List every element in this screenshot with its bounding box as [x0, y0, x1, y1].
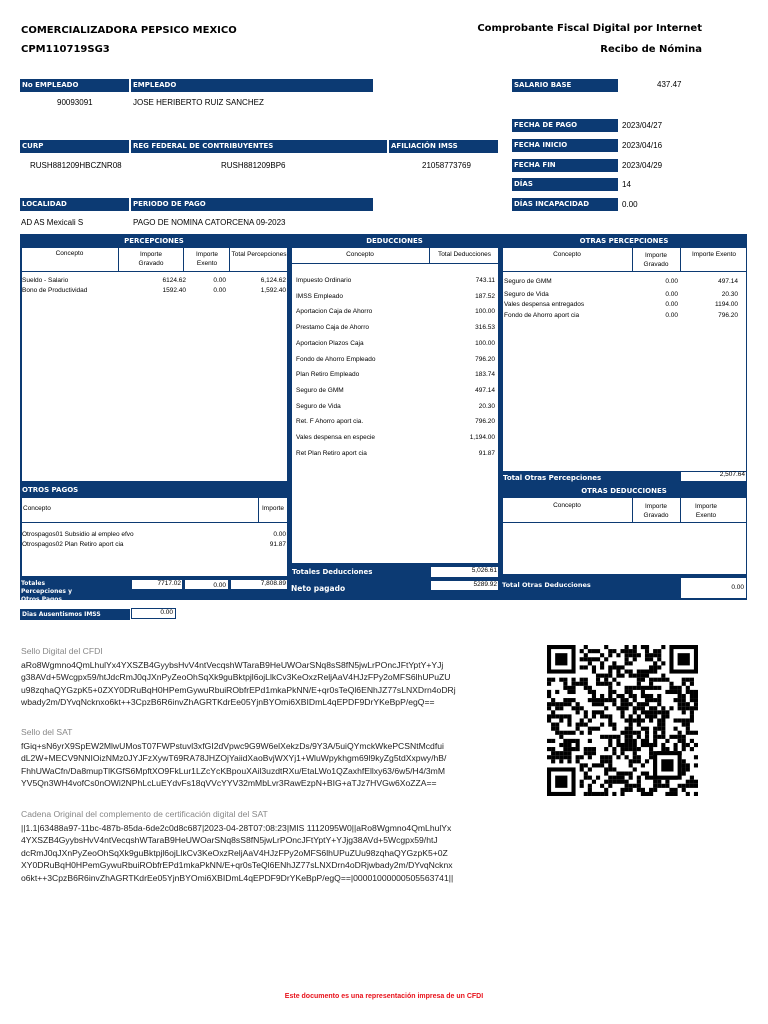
- otros-pagos-col-concepto: Concepto: [23, 505, 51, 512]
- deduccion-total: 743.11: [475, 277, 495, 284]
- table-row: Seguro de GMM: [296, 386, 344, 394]
- table-row: IMSS Empleado: [296, 292, 343, 300]
- otras-percepciones-title: OTRAS PERCEPCIONES: [501, 235, 747, 247]
- imss-header: AFILIACIÓN IMSS: [389, 140, 498, 153]
- table-row: Ret. F Ahorro aport cia.: [296, 418, 364, 426]
- document-subtitle: Recibo de Nómina: [600, 44, 702, 55]
- neto-pagado-label: Neto pagado: [291, 584, 346, 593]
- otras-percepciones-col-gravado: Importe Gravado: [643, 252, 669, 268]
- table-row: Plan Retiro Empleado: [296, 371, 360, 379]
- cadena-title: Cadena Original del complemento de certificación digital del SAT: [21, 809, 268, 819]
- localidad-value: AD AS Mexicali S: [21, 218, 84, 227]
- total-otras-deducciones-value: 0.00: [731, 584, 744, 591]
- percepcion-exento: 0.00: [213, 277, 226, 284]
- table-row: Bono de Productividad: [22, 287, 88, 294]
- totales-percepciones-label: Totales Percepciones y Otros Pagos: [21, 580, 72, 603]
- deduccion-total: 91.87: [478, 449, 495, 457]
- otras-percepciones-col-exento: Importe Exento: [691, 251, 737, 258]
- deducciones-col-total: Total Deducciones: [437, 251, 492, 258]
- table-row: Prestamo Caja de Ahorro: [296, 324, 369, 332]
- otras-percepciones-exento: 1194.00: [714, 301, 738, 308]
- table-row: Otrospagos01 Subsidio al empleo efvo: [22, 531, 134, 538]
- employee-name: JOSE HERIBERTO RUIZ SANCHEZ: [133, 98, 264, 107]
- otros-pagos-title: OTROS PAGOS: [20, 484, 288, 497]
- company-name: COMERCIALIZADORA PEPSICO MEXICO: [21, 25, 237, 36]
- curp-value: RUSH881209HBCZNR08: [30, 161, 122, 170]
- percepciones-col-gravado: Importe Gravado: [138, 251, 164, 267]
- table-row: Vales despensa entregados: [504, 301, 585, 308]
- company-rfc: CPM110719SG3: [21, 44, 110, 55]
- totales-deducciones-value: 5,026.61: [471, 567, 497, 574]
- sello-cfdi-text: aRo8Wgmno4QmLhulYx4YXSZB4GyybsHvV4ntVecqshWTaraB9HeUWOarSNq8sS8fN5jwLrPOncJFtYptY+YJj g38AVd+5Wcgpx59/htJdcRmJ0qJXnPyZeoOhSqXk9guBktpjl6ojLlkCv3KeOxzReljAaV4HJzFPy2oMFS6lhUPuZU u98zqhaQYGzpK5+0ZXY0DRuBqH0HPemGywuRbuiRObfrEPd1mkaPkNN/E+qr0sTeQl6ENhJZ77sLNXDrn4oDRj wbady2m/DYvqNcknxo6kt++3CpzB6R6invZhAGRTKdrEe05YjnBYOmi6XBIDmL4qEPDF9DrYKeBpP/egQ==: [21, 660, 456, 708]
- otras-percepciones-gravado: 0.00: [665, 301, 678, 308]
- fecha-pago-value: 2023/04/27: [622, 121, 663, 130]
- fecha-fin-header: FECHA FIN: [512, 159, 618, 172]
- otras-percepciones-exento: 796.20: [718, 312, 738, 319]
- percepciones-title: PERCEPCIONES: [20, 235, 288, 247]
- document-title: Comprobante Fiscal Digital por Internet: [477, 23, 702, 34]
- table-row: Fondo de Ahorro Empleado: [296, 355, 376, 363]
- deduccion-total: 20.30: [478, 402, 495, 410]
- table-row: Aportacion Plazos Caja: [296, 339, 364, 347]
- fecha-inicio-header: FECHA INICIO: [512, 139, 618, 152]
- totales-exento: 0.00: [213, 582, 226, 589]
- totales-deducciones-label: Totales Deducciones: [290, 566, 430, 578]
- rfc-value: RUSH881209BP6: [221, 161, 286, 170]
- salario-value: 437.47: [657, 80, 682, 89]
- deduccion-total: 187.52: [475, 292, 495, 300]
- percepcion-total: 1,592.40: [260, 287, 286, 294]
- localidad-header: LOCALIDAD: [20, 198, 129, 211]
- total-otras-deducciones-label: Total Otras Deducciones: [502, 581, 591, 589]
- otras-percepciones-exento: 20.30: [721, 291, 738, 298]
- periodo-value: PAGO DE NOMINA CATORCENA 09-2023: [133, 218, 286, 227]
- otras-deducciones-col-gravado: Importe Gravado: [643, 503, 669, 519]
- percepcion-total: 6,124.62: [260, 277, 286, 284]
- ausentismo-value: 0.00: [160, 609, 173, 616]
- deduccion-total: 1,194.00: [469, 434, 495, 441]
- table-row: Ret Plan Retiro aport cia: [296, 449, 367, 457]
- incapacidad-value: 0.00: [622, 200, 638, 209]
- otros-pagos-importe: 0.00: [273, 531, 286, 538]
- percepcion-gravado: 6124.62: [162, 277, 186, 284]
- otras-percepciones-col-concepto: Concepto: [553, 251, 581, 258]
- cadena-text: ||1.1|63488a97-11bc-487b-85da-6de2c0d8c687|2023-04-28T07:08:23|MIS 1112095W0||aRo8Wgmno4QmLhulYx 4YXSZB4GyybsHvV4ntVecqshWTaraB9HeUWOarSNq8sS8fN5jwLrPOncJFtYptY+YJjg38AVd+5Wcgpx59/htJ dcRmJ0qJXnPyZeoOhSqXk9guBktpjl6ojLlkCv3KeOxzReljAaV4HJzFPy2oMFS6lhUPuZUu98zqhaQYGzpK5+0Z XY0DRuBqH0HPemGywuRbuiRObfrEPd1mkaPkNN/E+qr0sTeQl6ENhJZ77sLNXDrn4oDRjwbady2m/DYvqNcknx o6kt++3CpzB6R6invZhAGRTKdrEe05YjnBYOmi6XBIDmL4qEPDF9DrYKeBpP/egQ==|00001000000505563741||: [21, 823, 454, 883]
- sello-cfdi-title: Sello Digital del CFDI: [21, 646, 103, 656]
- deduccion-total: 316.53: [475, 324, 495, 332]
- table-row: Sueldo - Salario: [22, 277, 69, 284]
- fecha-inicio-value: 2023/04/16: [622, 141, 663, 150]
- qr-code-icon: [547, 645, 698, 796]
- percepcion-exento: 0.00: [213, 287, 226, 294]
- otras-percepciones-gravado: 0.00: [665, 278, 678, 285]
- otras-percepciones-gravado: 0.00: [665, 291, 678, 298]
- rfc-header: REG FEDERAL DE CONTRIBUYENTES: [131, 140, 387, 153]
- percepciones-col-total: Total Percepciones: [231, 251, 287, 258]
- ausentismo-label: Dias Ausentismos IMSS: [20, 609, 130, 620]
- salario-header: SALARIO BASE: [512, 79, 618, 92]
- otros-pagos-col-importe: Importe: [262, 505, 285, 512]
- footer-note: Este documento es una representación impresa de un CFDI: [284, 993, 484, 1000]
- employee-number: 90093091: [57, 98, 93, 107]
- percepcion-gravado: 1592.40: [162, 287, 186, 294]
- table-row: Seguro de Vida: [296, 402, 341, 410]
- curp-header: CURP: [20, 140, 129, 153]
- otras-deducciones-title: OTRAS DEDUCCIONES: [501, 485, 747, 497]
- total-otras-percepciones-value: 2,507.64: [719, 471, 745, 478]
- percepciones-col-concepto: Concepto: [55, 250, 84, 257]
- employee-number-header: No EMPLEADO: [20, 79, 129, 92]
- fecha-pago-header: FECHA DE PAGO: [512, 119, 618, 132]
- deduccion-total: 796.20: [475, 355, 495, 363]
- deduccion-total: 183.74: [475, 371, 495, 379]
- sello-sat-text: fGiq+sN6yrX9SpEW2MlwUMosT07FWPstuvl3xfGI2dVpwc9G9W6elXekzDs/9Y3A/5uiQYmckWkePCSNtMcdfui dL2W+MECV9NNIOizNMz0JYJFzXywT69RA78JHZOjYaiidXaoBvjWXYj1+WluWpykhgm69l9kyZg5tdXxpwy/hB/ FhhUWaCfn/Da8mupTlKGfS6MpftXO9FkLur1LZcYcKBpouXAil3uzdtRXu/EtaLWo1QZaxhfEllxy63/6w5/H4/3mM YV5Qn3WH4vofCs0nOWi2NPhLcLuEYdvFs18qVVcYYV32mMbLvr3RawEzpN+BIG+aTJz7HVGw6XoZZA==: [21, 741, 447, 789]
- deduccion-total: 796.20: [475, 418, 495, 426]
- table-row: Otrospagos02 Plan Retiro aport cia: [22, 541, 124, 548]
- imss-value: 21058773769: [422, 161, 471, 170]
- table-row: Impuesto Ordinario: [296, 277, 352, 284]
- periodo-header: PERIODO DE PAGO: [131, 198, 373, 211]
- employee-name-header: EMPLEADO: [131, 79, 373, 92]
- sello-sat-title: Sello del SAT: [21, 727, 73, 737]
- table-row: Seguro de Vida: [504, 291, 549, 298]
- deducciones-title: DEDUCCIONES: [290, 235, 499, 247]
- table-row: Vales despensa en especie: [296, 434, 376, 441]
- table-row: Seguro de GMM: [504, 278, 552, 285]
- dias-header: DÍAS: [512, 178, 618, 191]
- otras-percepciones-gravado: 0.00: [665, 312, 678, 319]
- deducciones-col-concepto: Concepto: [346, 251, 374, 258]
- table-row: Aportacion Caja de Ahorro: [296, 308, 373, 316]
- percepciones-col-exento: Importe Exento: [195, 251, 219, 267]
- otros-pagos-importe: 91.87: [269, 541, 286, 548]
- otras-deducciones-col-concepto: Concepto: [553, 502, 581, 509]
- incapacidad-header: DÍAS INCAPACIDAD: [512, 198, 618, 211]
- otras-percepciones-exento: 497.14: [718, 278, 738, 285]
- table-row: Fondo de Ahorro aport cia: [504, 312, 580, 319]
- totales-gravado: 7717.02: [157, 580, 181, 587]
- deduccion-total: 497.14: [475, 386, 495, 394]
- deduccion-total: 100.00: [475, 308, 495, 316]
- otras-deducciones-col-exento: Importe Exento: [694, 503, 718, 519]
- neto-pagado-value: 5289.92: [473, 581, 497, 588]
- fecha-fin-value: 2023/04/29: [622, 161, 663, 170]
- totales-total: 7,808.89: [260, 580, 286, 587]
- dias-value: 14: [622, 180, 631, 189]
- total-otras-percepciones-label: Total Otras Percepciones: [501, 472, 678, 484]
- deduccion-total: 100.00: [475, 339, 495, 347]
